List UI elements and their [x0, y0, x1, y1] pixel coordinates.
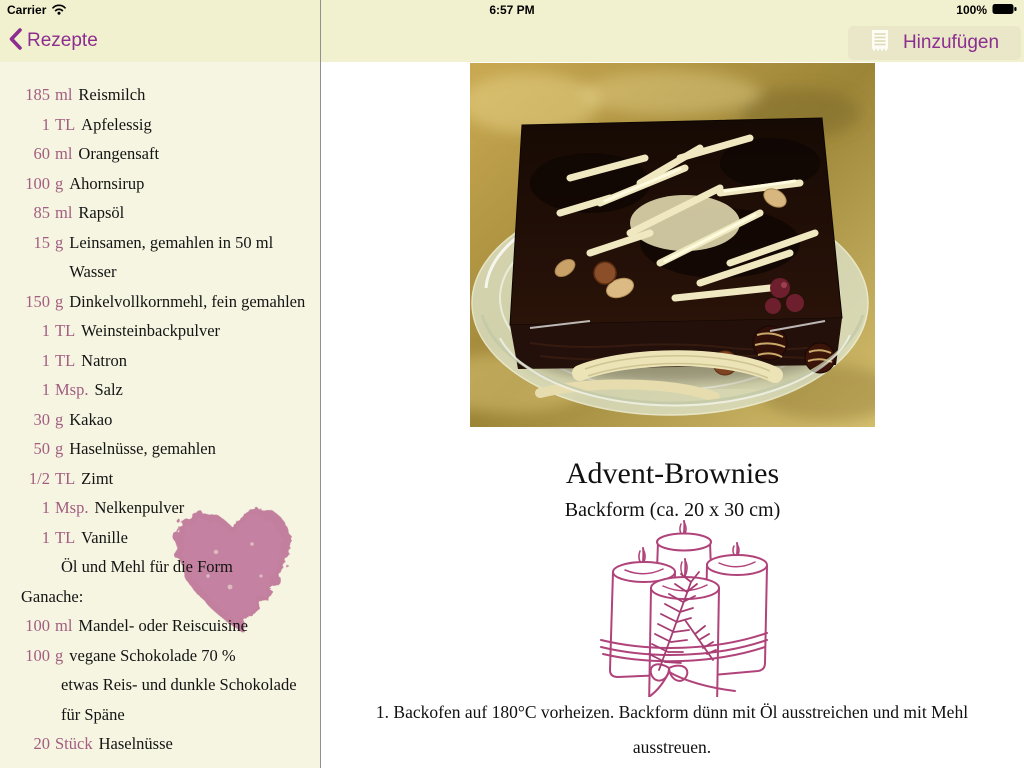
add-recipe-button[interactable]	[848, 26, 1021, 60]
carrier-label: Carrier	[7, 3, 47, 17]
advent-candles-illustration	[595, 520, 773, 697]
battery-percent-label: 100%	[956, 3, 987, 17]
quantity-amount: 100	[25, 616, 50, 635]
ingredient-name: Zimt	[81, 468, 114, 488]
quantity-unit: TL	[55, 350, 76, 370]
recipe-title: Advent-Brownies	[565, 457, 780, 490]
ingredient-name: Salz	[94, 380, 123, 399]
ingredient-name: Vanille	[81, 527, 128, 547]
ingredient-name: Rapsöl	[78, 203, 125, 222]
ingredient-row	[0, 198, 312, 228]
quantity-unit: TL	[55, 527, 76, 547]
ingredient-name: Nelkenpulver	[94, 498, 185, 517]
quantity-unit: g	[55, 409, 64, 429]
ingredient-row	[0, 641, 312, 671]
quantity-amount: 85	[33, 203, 50, 222]
ingredient-row	[0, 375, 312, 405]
recipe-step: 1. Backofen auf 180°C vorheizen. Backform dünn mit Öl ausstreichen und mit Mehl ausstreuen.	[375, 702, 969, 757]
ingredient-group-heading: Ganache:	[21, 586, 84, 606]
ingredient-row	[0, 464, 312, 494]
quantity-amount: 50	[33, 439, 50, 458]
quantity-amount: 20	[33, 734, 50, 753]
quantity-amount: 1	[41, 350, 50, 370]
add-recipe-button-label: Hinzufügen	[902, 32, 1000, 53]
ingredient-name: vegane Schokolade 70 %	[69, 645, 236, 665]
recipe-photo	[470, 63, 875, 427]
quantity-unit: TL	[55, 468, 76, 488]
ingredient-name: Kakao	[69, 409, 113, 429]
quantity-unit: Msp.	[55, 380, 89, 399]
quantity-amount	[0, 670, 50, 729]
recipe-detail-panel[interactable]	[321, 62, 1024, 768]
ingredient-name: etwas Reis- und dunkle Schokolade für Späne	[61, 675, 297, 724]
ingredient-name: Haselnüsse	[98, 734, 173, 753]
quantity-unit: g	[55, 173, 64, 193]
ingredient-name: Dinkelvollkornmehl, fein gemahlen	[69, 291, 306, 311]
quantity-unit: ml	[55, 144, 73, 163]
quantity-unit: ml	[55, 203, 73, 222]
ingredient-row	[0, 287, 312, 317]
ingredient-name: Orangensaft	[78, 144, 160, 163]
ingredient-row	[0, 228, 312, 287]
back-button-label: Rezepte	[27, 30, 98, 51]
chevron-left-icon	[8, 28, 22, 55]
ingredient-row	[0, 316, 312, 346]
quantity-amount: 1	[41, 527, 50, 547]
ingredient-name: Ahornsirup	[69, 173, 145, 193]
quantity-amount: 15	[33, 232, 50, 252]
quantity-amount: 60	[33, 144, 50, 163]
quantity-unit: g	[55, 645, 64, 665]
quantity-unit: ml	[55, 85, 73, 104]
ingredient-row	[0, 493, 312, 523]
ingredient-row	[0, 139, 312, 169]
quantity-unit: ml	[55, 616, 73, 635]
ingredient-row	[0, 670, 312, 729]
receipt-icon	[870, 29, 890, 58]
quantity-unit: g	[55, 291, 64, 311]
quantity-amount: 185	[25, 85, 50, 104]
quantity-amount: 100	[25, 645, 50, 665]
quantity-amount: 1/2	[28, 468, 50, 488]
ingredient-row	[0, 110, 312, 140]
ingredient-name: Weinsteinbackpulver	[81, 321, 221, 340]
quantity-unit: Msp.	[55, 498, 89, 517]
quantity-unit: Stück	[55, 734, 93, 753]
ingredient-row	[0, 729, 312, 759]
quantity-unit: TL	[55, 321, 76, 340]
quantity-amount: 150	[25, 291, 50, 311]
quantity-unit: g	[55, 439, 64, 458]
quantity-amount: 1	[41, 380, 50, 399]
quantity-unit: TL	[55, 114, 76, 134]
quantity-amount	[0, 552, 50, 582]
clock-label: 6:57 PM	[489, 3, 535, 17]
back-button[interactable]	[8, 26, 98, 56]
nav-bar	[0, 20, 1024, 62]
status-bar	[0, 0, 1024, 20]
ingredient-name: Öl und Mehl für die Form	[61, 557, 233, 576]
ingredient-name: Leinsamen, gemahlen in 50 ml Wasser	[69, 232, 274, 281]
quantity-unit: g	[55, 232, 64, 252]
ingredient-panel[interactable]	[0, 62, 320, 768]
ingredient-name: Mandel- oder Reiscuisine	[78, 616, 248, 635]
ingredient-name: Apfelessig	[81, 114, 152, 134]
quantity-amount: 1	[41, 114, 50, 134]
ingredient-row	[0, 523, 312, 553]
ingredient-row	[0, 405, 312, 435]
ingredient-row	[0, 346, 312, 376]
quantity-amount: 100	[25, 173, 50, 193]
ingredient-row	[0, 169, 312, 199]
ingredient-row	[0, 80, 312, 110]
quantity-amount: 1	[41, 321, 50, 340]
ingredient-name: Reismilch	[78, 85, 146, 104]
ingredient-row	[0, 611, 312, 641]
ingredient-row	[0, 552, 312, 582]
panel-divider	[320, 0, 321, 768]
ingredient-name: Natron	[81, 350, 127, 370]
recipe-pan-note: Backform (ca. 20 x 30 cm)	[564, 499, 781, 521]
ingredient-row	[0, 434, 312, 464]
quantity-amount: 1	[41, 498, 50, 517]
ingredient-list	[0, 62, 320, 759]
ingredient-name: Haselnüsse, gemahlen	[69, 439, 216, 458]
quantity-amount: 30	[33, 409, 50, 429]
